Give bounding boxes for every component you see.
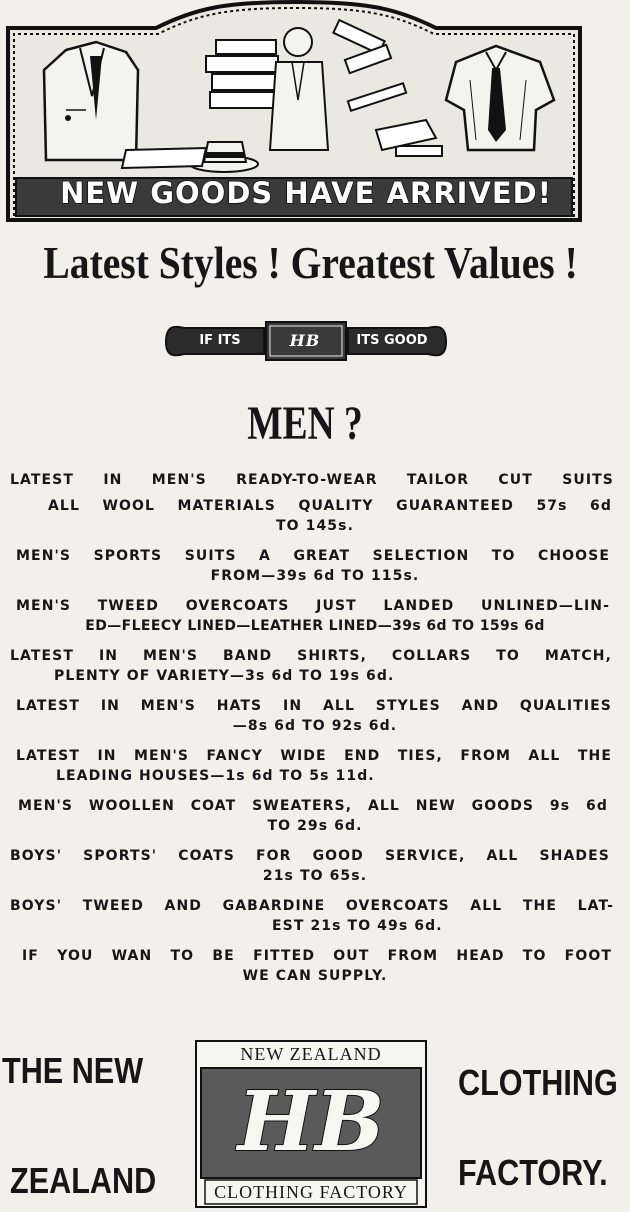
list-item-line: LATEST IN MEN'S FANCY WIDE END TIES, FROM ALL THE (16, 748, 612, 764)
page-title: Latest Styles ! Greatest Values ! (43, 237, 578, 288)
list-item (10, 846, 620, 886)
jacket-icon (44, 42, 138, 160)
footer-text-right-top: CLOTHING (458, 1062, 618, 1103)
list-item (10, 596, 620, 636)
list-item-line: FROM—39s 6d TO 115s. (210, 568, 420, 584)
list-item-line: LATEST IN MEN'S READY-TO-WEAR TAILOR CUT SUITS (10, 472, 614, 488)
slogan-scroll (160, 318, 452, 366)
footer-text-right-bottom: FACTORY. (458, 1152, 608, 1193)
list-item-line: LATEST IN MEN'S HATS IN ALL STYLES AND QUALITIES (16, 698, 612, 714)
company-logo (195, 1040, 427, 1208)
list-item-line: MEN'S SPORTS SUITS A GREAT SELECTION TO CHOOSE (16, 548, 610, 564)
list-item (10, 696, 620, 736)
list-item-line: WE CAN SUPPLY. (242, 968, 388, 984)
list-item-line: LEADING HOUSES—1s 6d TO 5s 11d. (56, 768, 375, 784)
list-item-line: EST 21s TO 49s 6d. (272, 918, 443, 934)
list-item (10, 646, 620, 686)
list-item-line: —8s 6d TO 92s 6d. (232, 718, 398, 734)
list-item-line: 21s TO 65s. (262, 868, 368, 884)
list-item (10, 946, 620, 986)
banner-headline: NEW GOODS HAVE ARRIVED! (60, 176, 552, 210)
list-item (10, 546, 620, 586)
list-item (10, 796, 620, 836)
list-item-line: LATEST IN MEN'S BAND SHIRTS, COLLARS TO MATCH, (10, 648, 612, 664)
list-item-line: BOYS' TWEED AND GABARDINE OVERCOATS ALL THE LAT- (10, 898, 614, 914)
footer-text-left-bottom: ZEALAND (10, 1160, 157, 1201)
footer-text-left-top: THE NEW (2, 1050, 144, 1091)
logo-top-text: NEW ZEALAND (240, 1044, 382, 1064)
list-item (10, 496, 620, 536)
banner-illustration (6, 0, 582, 222)
list-item-line: TO 29s 6d. (267, 818, 363, 834)
list-item-line: IF YOU WAN TO BE FITTED OUT FROM HEAD TO FOOT (22, 948, 612, 964)
list-item-line: ALL WOOL MATERIALS QUALITY GUARANTEED 57s 6d (48, 498, 612, 514)
logo-bottom-text: CLOTHING FACTORY (214, 1182, 408, 1202)
slogan-monogram: HB (289, 331, 321, 350)
list-item (10, 746, 620, 786)
slogan-right: ITS GOOD (356, 333, 428, 348)
list-item (10, 470, 620, 490)
slogan-left: IF ITS (199, 333, 241, 348)
logo-monogram: HB (237, 1074, 385, 1170)
list-item-line: BOYS' SPORTS' COATS FOR GOOD SERVICE, ALL SHADES (10, 848, 610, 864)
list-item-line: MEN'S WOOLLEN COAT SWEATERS, ALL NEW GOODS 9s 6d (18, 798, 608, 814)
list-item-line: PLENTY OF VARIETY—3s 6d TO 19s 6d. (54, 668, 395, 684)
list-item-line: MEN'S TWEED OVERCOATS JUST LANDED UNLINED—LIN- (16, 598, 610, 614)
section-title: MEN ? (247, 397, 363, 450)
list-item-line: ED—FLEECY LINED—LEATHER LINED—39s 6d TO 159s 6d (85, 618, 545, 634)
item-list (10, 470, 620, 996)
list-item-line: TO 145s. (275, 518, 354, 534)
list-item (10, 896, 620, 936)
